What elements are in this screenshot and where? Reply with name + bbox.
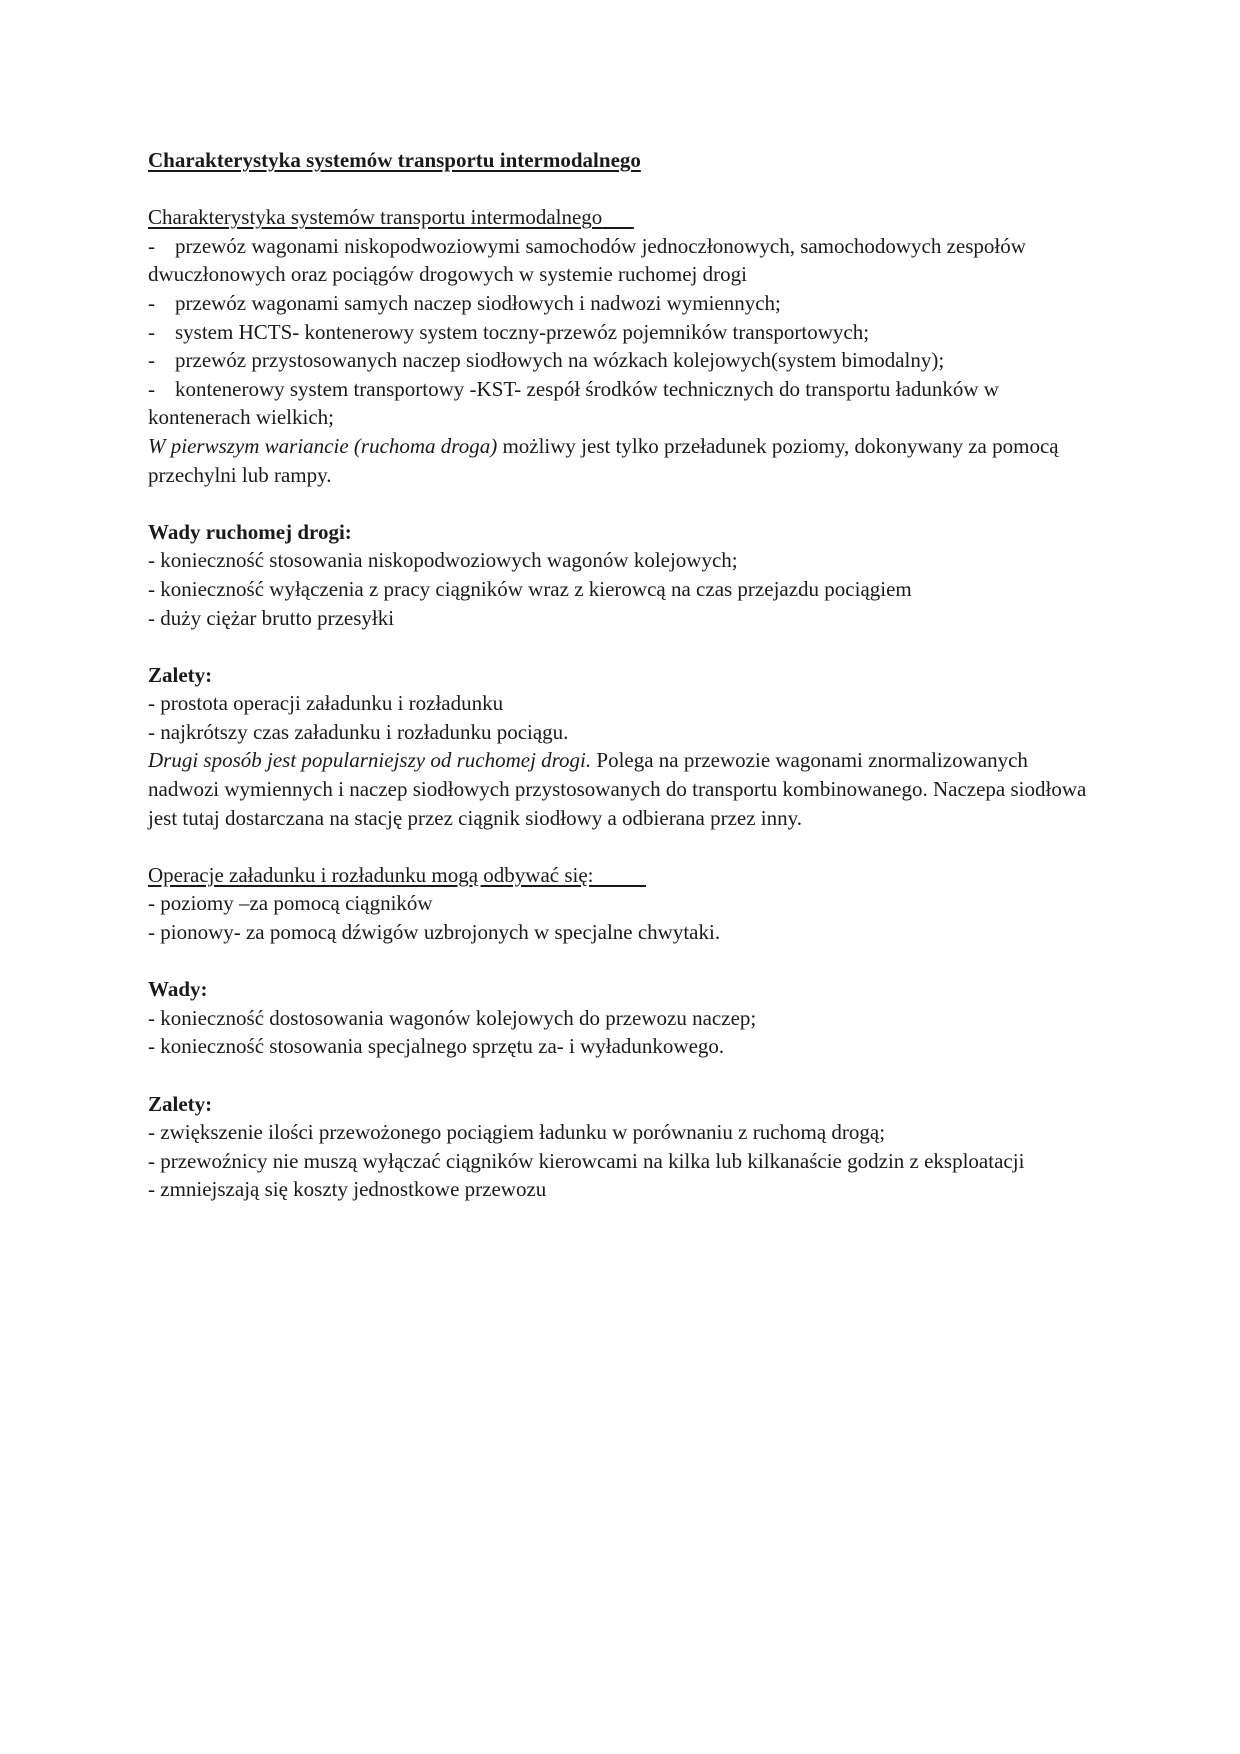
dash-bullet: - xyxy=(148,233,155,258)
system-item xyxy=(148,375,1088,432)
list-item: - konieczność wyłączenia z pracy ciągników wraz z kierowcą na czas przejazdu pociągiem xyxy=(148,576,912,601)
variant1-italic: W pierwszym wariancie (ruchoma droga) xyxy=(148,433,498,458)
list-item: - zmniejszają się koszty jednostkowe przewozu xyxy=(148,1177,547,1202)
spacer xyxy=(148,832,1088,861)
list-item: - konieczność stosowania niskopodwoziowych wagonów kolejowych; xyxy=(148,548,738,573)
list-item: - najkrótszy czas załadunku i rozładunku pociągu. xyxy=(148,719,569,744)
variant2-paragraph xyxy=(148,746,1088,832)
document-title: Charakterystyka systemów transportu intermodalnego xyxy=(148,148,641,172)
list-item: - pionowy- za pomocą dźwigów uzbrojonych w specjalne chwytaki. xyxy=(148,920,721,945)
list-item: - konieczność stosowania specjalnego sprzętu za- i wyładunkowego. xyxy=(148,1034,725,1059)
spacer xyxy=(148,632,1088,661)
wady-ruchomej-drogi-heading: Wady ruchomej drogi: xyxy=(148,519,352,544)
variant2-text: Polega na przewozie wagonami znormalizowanych nadwozi wymiennych i naczep siodłowych przystosowanych do transportu kombinowanego. Naczepa siodłowa jest tutaj dostarczana na stację przez ciągnik siodłowy a odbierana przez inny. xyxy=(148,748,1087,830)
list-item: - przewoźnicy nie muszą wyłączać ciągników kierowcami na kilka lub kilkanaście godzin z eksploatacji xyxy=(148,1148,1025,1173)
dash-bullet: - xyxy=(148,290,155,315)
list-item: - poziomy –za pomocą ciągników xyxy=(148,891,433,916)
system-item xyxy=(148,289,1088,318)
system-item-text: przewóz wagonami samych naczep siodłowych i nadwozi wymiennych; xyxy=(175,290,781,315)
spacer xyxy=(148,1061,1088,1090)
spacer xyxy=(148,489,1088,518)
dash-bullet: - xyxy=(148,376,155,401)
list-item: - duży ciężar brutto przesyłki xyxy=(148,605,395,630)
variant1-text: możliwy jest tylko przeładunek poziomy, dokonywany za pomocą przechylni lub rampy. xyxy=(148,433,1059,487)
variant2-italic: Drugi sposób jest popularniejszy od ruchomej drogi. xyxy=(148,748,592,773)
wady-heading: Wady: xyxy=(148,977,208,1002)
section-subtitle: Charakterystyka systemów transportu intermodalnego xyxy=(148,205,603,230)
list-item: - prostota operacji załadunku i rozładunku xyxy=(148,691,504,716)
zalety-heading-2: Zalety: xyxy=(148,1091,213,1116)
list-item: - zwiększenie ilości przewożonego pociągiem ładunku w porównaniu z ruchomą drogą; xyxy=(148,1120,886,1145)
system-item-text: system HCTS- kontenerowy system toczny-przewóz pojemników transportowych; xyxy=(175,319,870,344)
dash-bullet: - xyxy=(148,348,155,373)
spacer xyxy=(148,175,1088,204)
list-item: - konieczność dostosowania wagonów kolejowych do przewozu naczep; xyxy=(148,1005,757,1030)
system-item-text: przewóz wagonami niskopodwoziowymi samochodów jednoczłonowych, samochodowych zespołów dwuczłonowych oraz pociągów drogowych w systemie ruchomej drogi xyxy=(148,233,1026,287)
system-item xyxy=(148,232,1088,289)
system-item xyxy=(148,318,1088,347)
system-item-text: kontenerowy system transportowy -KST- zespół środków technicznych do transportu ładunków w kontenerach wielkich; xyxy=(148,376,999,430)
operations-heading: Operacje załadunku i rozładunku mogą odbywać się: xyxy=(148,862,594,887)
system-item-text: przewóz przystosowanych naczep siodłowych na wózkach kolejowych(system bimodalny); xyxy=(175,348,945,373)
document-page xyxy=(148,146,1088,1204)
system-item xyxy=(148,346,1088,375)
variant1-paragraph xyxy=(148,432,1088,489)
zalety-heading: Zalety: xyxy=(148,662,213,687)
dash-bullet: - xyxy=(148,319,155,344)
spacer xyxy=(148,947,1088,976)
